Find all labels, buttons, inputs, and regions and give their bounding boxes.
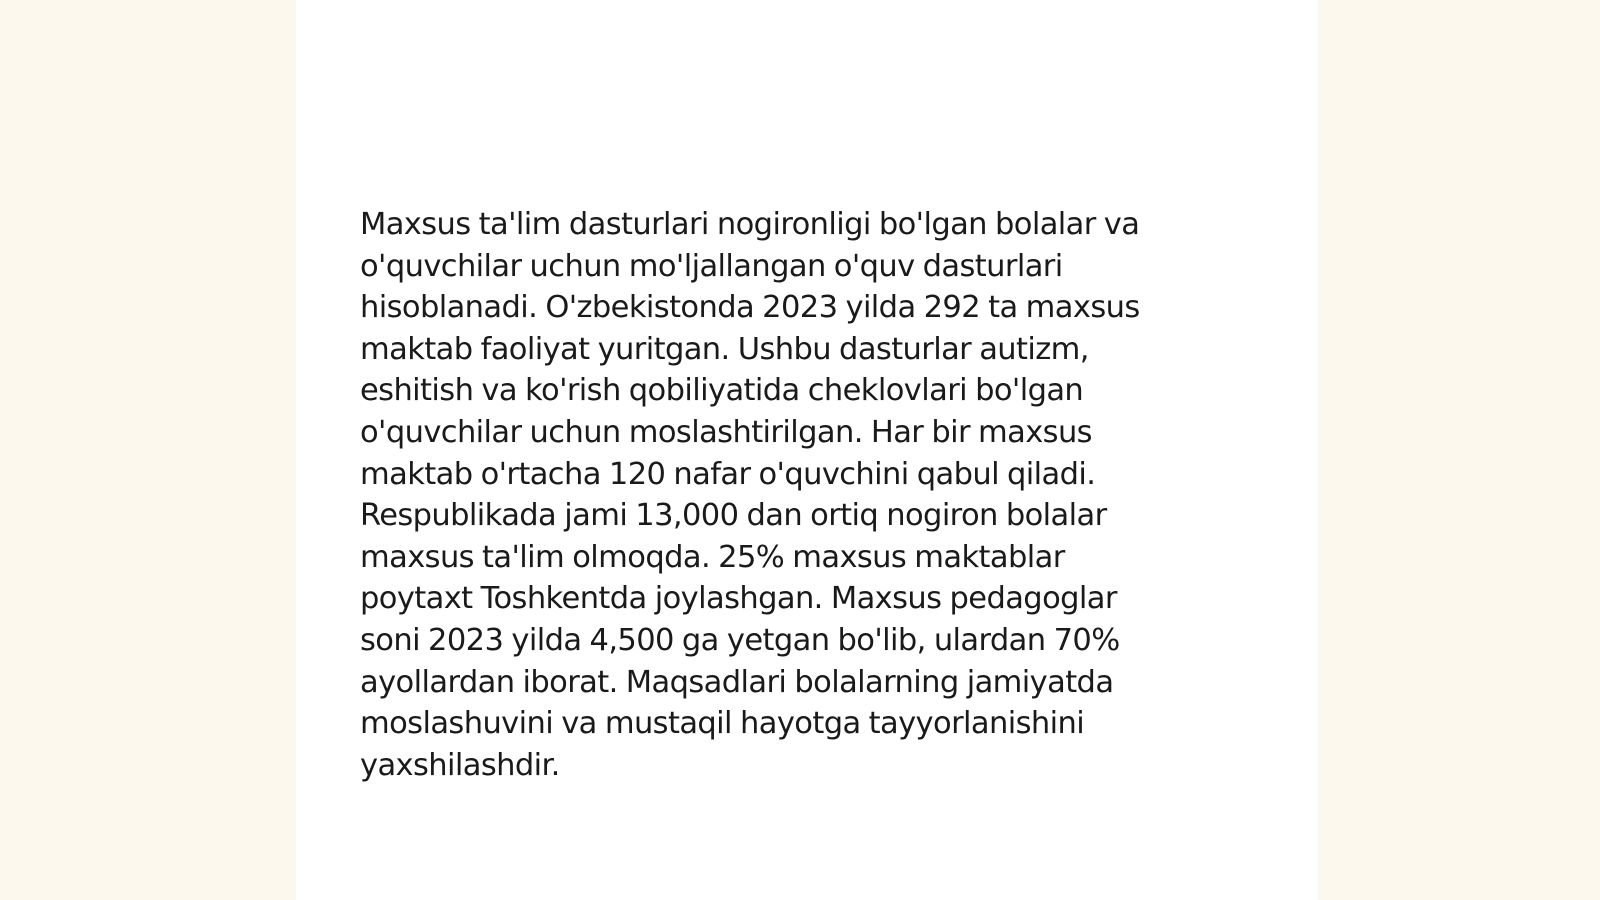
paragraph-line: Maxsus ta'lim dasturlari nogironligi bo'lgan bolalar va bbox=[360, 207, 1140, 242]
left-margin-background bbox=[0, 0, 296, 900]
paragraph-line: soni 2023 yilda 4,500 ga yetgan bo'lib, ulardan 70% bbox=[360, 622, 1120, 658]
body-paragraph bbox=[360, 204, 1250, 786]
paragraph-line: maktab o'rtacha 120 nafar o'quvchini qabul qiladi. bbox=[360, 456, 1096, 492]
paragraph-line: o'quvchilar uchun moslashtirilgan. Har bir maxsus bbox=[360, 414, 1092, 450]
paragraph-line: poytaxt Toshkentda joylashgan. Maxsus pedagoglar bbox=[360, 581, 1117, 617]
paragraph-line: eshitish va ko'rish qobiliyatida cheklovlari bo'lgan bbox=[360, 373, 1084, 409]
right-margin-background bbox=[1318, 0, 1600, 900]
paragraph-line: Respublikada jami 13,000 dan ortiq nogiron bolalar bbox=[360, 498, 1107, 534]
paragraph-line: ayollardan iborat. Maqsadlari bolalarning jamiyatda bbox=[360, 664, 1114, 700]
paragraph-line: hisoblanadi. O'zbekistonda 2023 yilda 292 ta maxsus bbox=[360, 290, 1140, 326]
paragraph-line: maktab faoliyat yuritgan. Ushbu dasturlar autizm, bbox=[360, 331, 1089, 367]
paragraph-line: moslashuvini va mustaqil hayotga tayyorlanishini bbox=[360, 706, 1085, 742]
paragraph-line: o'quvchilar uchun mo'ljallangan o'quv dasturlari bbox=[360, 248, 1063, 284]
paragraph-line: yaxshilashdir. bbox=[360, 747, 560, 783]
paragraph-line: maxsus ta'lim olmoqda. 25% maxsus maktablar bbox=[360, 539, 1065, 575]
